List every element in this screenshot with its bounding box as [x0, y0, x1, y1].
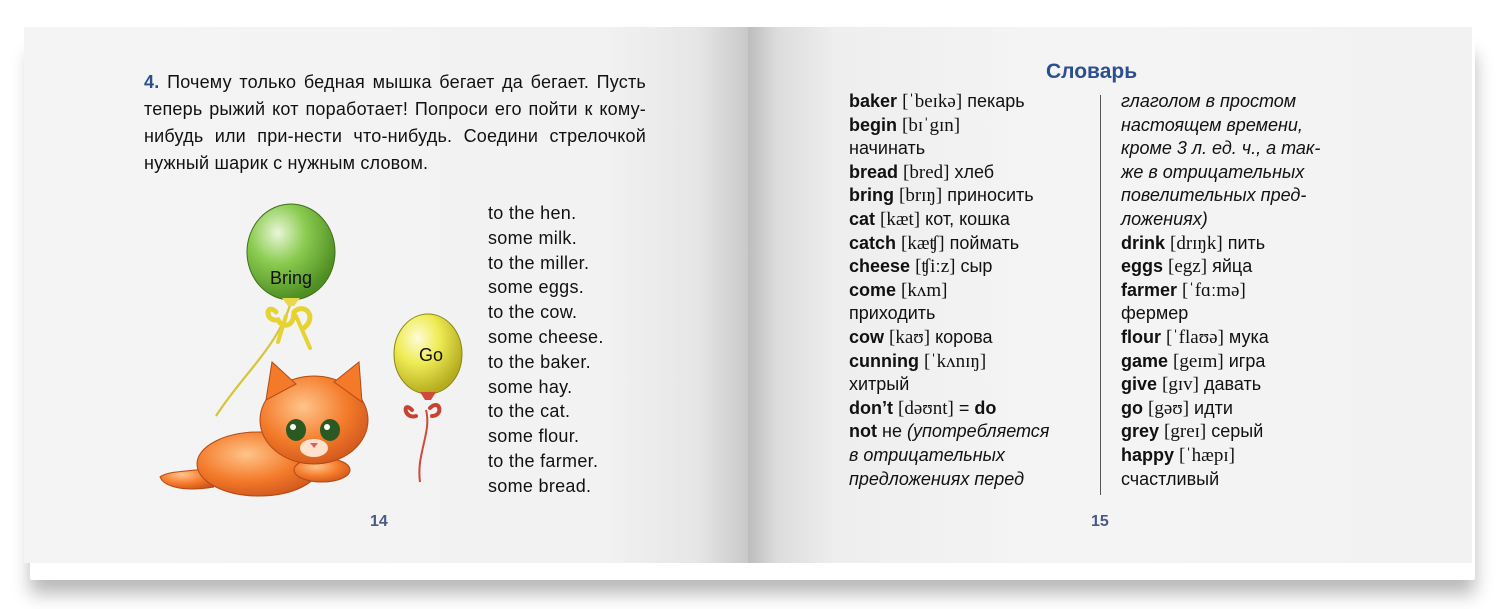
dictionary-entry: [1121, 114, 1369, 138]
dictionary-column-left: [849, 90, 1097, 491]
phrase-item: to the cat.: [488, 401, 571, 422]
translation: приходить: [849, 303, 936, 324]
translation: корова: [935, 326, 993, 347]
headword: bring: [849, 185, 894, 206]
yellow-balloon: [394, 314, 462, 482]
translation: серый: [1211, 421, 1264, 442]
transcription: [kʌm]: [901, 279, 948, 301]
phrase-item: some milk.: [488, 227, 578, 248]
usage-note: настоящем времени,: [1121, 114, 1303, 135]
balloon-label-go: Go: [418, 345, 444, 365]
headword: flour: [1121, 326, 1161, 347]
translation: кот, кошка: [925, 208, 1010, 229]
transcription: [gəʊ]: [1148, 397, 1190, 419]
transcription: [brɪŋ]: [899, 185, 943, 207]
translation: не: [882, 421, 902, 442]
task-line: Попроси его пойти к кому-нибудь или при-: [144, 99, 646, 146]
headword: give: [1121, 374, 1158, 395]
page-left: [24, 27, 748, 563]
dictionary-entry: [849, 114, 1097, 138]
phrase-item: to the baker.: [488, 351, 591, 372]
dictionary-entry: [1121, 161, 1369, 185]
page-number-left: 14: [370, 513, 388, 530]
task-line: бегает. Пусть теперь рыжий кот поработает!: [144, 72, 647, 119]
phrase-item: to the farmer.: [488, 450, 599, 471]
dictionary-entry: [1121, 137, 1369, 161]
dictionary-entry: [849, 161, 1097, 185]
translation: пекарь: [967, 91, 1025, 111]
transcription: [greɪ]: [1164, 421, 1207, 443]
headword: cunning: [849, 350, 919, 371]
dictionary-entry: [1121, 373, 1369, 397]
transcription: [gɪv]: [1162, 374, 1199, 396]
dictionary-entry: [849, 184, 1097, 208]
headword: catch: [849, 232, 897, 253]
dictionary-entry: [849, 350, 1097, 374]
transcription: [ˈhæpɪ]: [1179, 444, 1235, 466]
translation: игра: [1228, 350, 1266, 371]
transcription: [dəʊnt]: [898, 397, 954, 419]
task-line: Почему только бедная мышка бегает да: [167, 72, 524, 92]
usage-note: глаголом в простом: [1121, 91, 1297, 111]
dictionary-entry: [849, 420, 1097, 444]
dictionary-entry: [849, 255, 1097, 279]
dictionary-entry: [1121, 90, 1369, 114]
balloon-label-bring: Bring: [269, 268, 313, 288]
phrase-item: to the miller.: [488, 252, 590, 273]
dictionary-entry: [849, 373, 1097, 397]
headword: cheese: [849, 256, 911, 277]
headword: not: [849, 421, 877, 442]
dictionary-entry: [849, 232, 1097, 256]
dictionary-entry: [1121, 184, 1369, 208]
headword: go: [1121, 397, 1143, 418]
task-line: шарик с нужным словом.: [214, 153, 429, 173]
usage-note: кроме 3 л. ед. ч., а так-: [1121, 138, 1321, 159]
dictionary-entry: [1121, 232, 1369, 256]
phrase-item: to the hen.: [488, 203, 577, 223]
phrase-item: some hay.: [488, 376, 573, 397]
transcription: [ˈkʌnɪŋ]: [924, 350, 987, 372]
dictionary-entry: [1121, 444, 1369, 468]
transcription: [egz]: [1168, 256, 1208, 278]
usage-note: же в отрицательных: [1121, 161, 1305, 182]
translation: начинать: [849, 138, 926, 159]
phrase-list: [488, 201, 604, 499]
dictionary-entry: [849, 137, 1097, 161]
translation: приносить: [947, 185, 1034, 206]
phrase-item: some cheese.: [488, 326, 604, 347]
dictionary-entry: [1121, 397, 1369, 421]
dictionary-entry: [1121, 255, 1369, 279]
transcription: [kaʊ]: [889, 326, 931, 348]
transcription: [ˈflaʊə]: [1166, 326, 1224, 348]
column-divider: [1100, 95, 1101, 495]
headword-extra: do: [974, 397, 997, 418]
headword: don’t: [849, 397, 893, 418]
usage-note: ложениях): [1121, 208, 1208, 229]
dictionary-entry: [849, 444, 1097, 468]
dictionary-entry: [849, 326, 1097, 350]
headword: happy: [1121, 444, 1175, 465]
dictionary-entry: [849, 279, 1097, 303]
headword: eggs: [1121, 256, 1164, 277]
translation: фермер: [1121, 303, 1189, 324]
task-line: нести что-нибудь. Соедини стрелочкой нужный: [144, 126, 646, 173]
dictionary-entry: [849, 208, 1097, 232]
transcription: [geɪm]: [1173, 350, 1224, 372]
headword: begin: [849, 114, 897, 135]
translation: яйца: [1212, 256, 1253, 277]
headword: game: [1121, 350, 1169, 371]
translation: =: [958, 397, 970, 418]
usage-note: предложениях перед: [849, 468, 1025, 489]
task-number: 4.: [144, 72, 160, 92]
dictionary-entry: [1121, 208, 1369, 232]
translation: поймать: [949, 232, 1020, 253]
phrase-item: some bread.: [488, 475, 592, 496]
phrase-item: some eggs.: [488, 277, 585, 298]
transcription: [ˈbeɪkə]: [902, 91, 963, 112]
translation: давать: [1204, 374, 1262, 395]
headword: cat: [849, 208, 876, 229]
dictionary-entry: [849, 302, 1097, 326]
headword: bread: [849, 161, 899, 182]
headword: cow: [849, 326, 885, 347]
phrase-item: some flour.: [488, 426, 580, 447]
headword: grey: [1121, 421, 1160, 442]
usage-note: (употребляется: [906, 421, 1050, 442]
transcription: [ˈfɑːmə]: [1182, 279, 1246, 301]
headword: baker: [849, 91, 898, 111]
dictionary-column-right: [1121, 90, 1369, 491]
dictionary-entry: [1121, 468, 1369, 492]
page-number-right: 15: [1091, 513, 1109, 530]
usage-note: повелительных пред-: [1121, 185, 1307, 206]
dictionary-entry: [1121, 302, 1369, 326]
translation: хитрый: [849, 374, 910, 395]
dictionary-entry: [1121, 279, 1369, 303]
translation: идти: [1194, 397, 1233, 418]
translation: сыр: [960, 256, 993, 277]
translation: пить: [1227, 232, 1266, 253]
dictionary-entry: [849, 397, 1097, 421]
transcription: [kæt]: [880, 208, 921, 230]
dictionary-title: Словарь: [1046, 60, 1138, 83]
headword: come: [849, 279, 897, 300]
transcription: [bred]: [903, 161, 950, 183]
phrase-item: to the cow.: [488, 302, 578, 323]
dictionary-entry: [1121, 350, 1369, 374]
kitten-icon: [160, 362, 368, 496]
task-text: [144, 69, 646, 177]
translation: хлеб: [954, 161, 995, 182]
transcription: [kæʧ]: [901, 232, 945, 254]
dictionary-entry: [1121, 420, 1369, 444]
headword: drink: [1121, 232, 1166, 253]
usage-note: в отрицательных: [849, 444, 1005, 465]
dictionary-entry: [849, 468, 1097, 492]
dictionary-entry: [1121, 326, 1369, 350]
transcription: [bɪˈgɪn]: [902, 114, 961, 136]
transcription: [ʧiːz]: [915, 256, 956, 278]
dictionary-entry: [849, 90, 1097, 114]
translation: счастливый: [1121, 468, 1220, 489]
balloons-kitten-illustration: [154, 202, 474, 517]
page-right: [748, 27, 1472, 563]
headword: farmer: [1121, 279, 1178, 300]
transcription: [drɪŋk]: [1170, 232, 1223, 254]
translation: мука: [1228, 326, 1269, 347]
